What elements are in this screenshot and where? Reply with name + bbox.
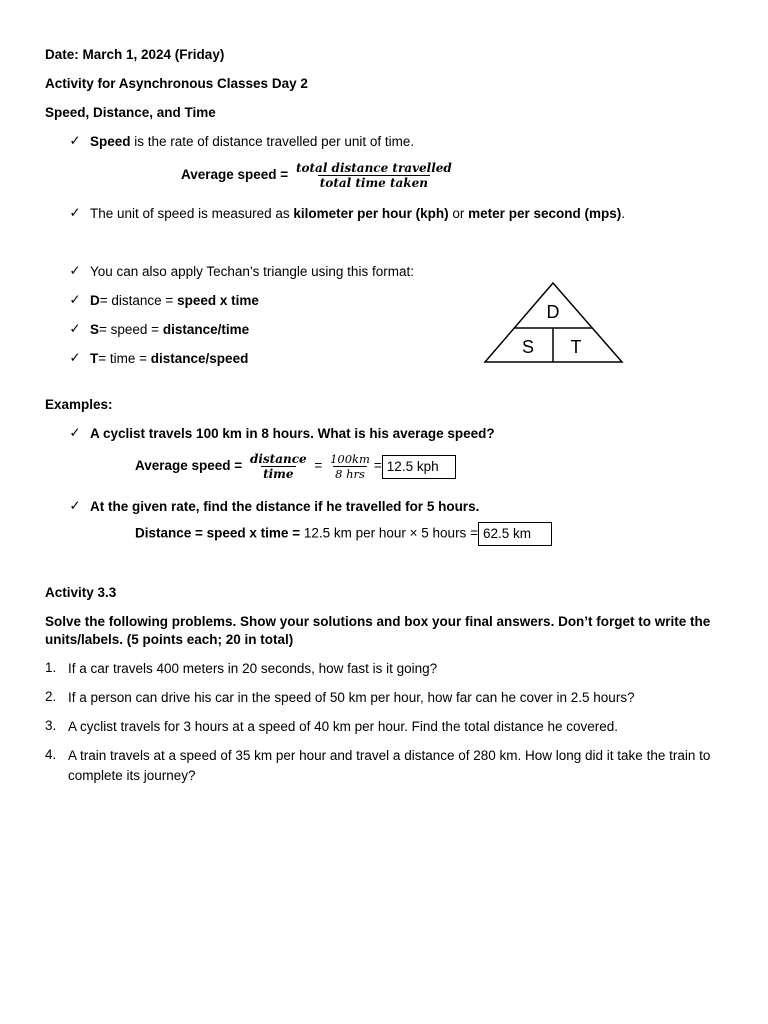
- bullet-speed-formula: [90, 321, 249, 339]
- ex1-numerator-2: 100km: [330, 452, 370, 466]
- time-expr: distance/speed: [150, 351, 249, 366]
- distance-expr: speed x time: [177, 293, 259, 308]
- ex1-fraction-2: [328, 452, 372, 481]
- topic-title: Speed, Distance, and Time: [45, 105, 216, 120]
- problem-4-text: A train travels at a speed of 35 km per hour and travel a distance of 280 km. How long did it take the train to complete its journey?: [68, 748, 711, 783]
- ex1-denominator: time: [263, 467, 294, 481]
- ex2-answer-box: 62.5 km: [478, 522, 552, 546]
- bullet-speed-units: [90, 205, 625, 223]
- problem-3-number: 3.: [45, 718, 57, 733]
- speed-letter: S: [90, 322, 100, 337]
- ex1-denominator-2: 8 hrs: [335, 467, 365, 481]
- activity-title: Activity for Asynchronous Classes Day 2: [45, 76, 308, 91]
- speed-term: Speed: [90, 134, 131, 149]
- problem-2-text: If a person can drive his car in the speed of 50 km per hour, how far can he cover in 2.5 hours?: [68, 690, 635, 705]
- techan-triangle-diagram: [480, 280, 628, 368]
- example-1-question: A cyclist travels 100 km in 8 hours. What is his average speed?: [90, 426, 495, 441]
- units-text-pre: The unit of speed is measured as: [90, 206, 294, 221]
- formula-numerator: total distance travelled: [295, 161, 452, 175]
- time-eq: = time =: [98, 351, 151, 366]
- examples-heading: Examples:: [45, 397, 113, 412]
- problem-3-text: A cyclist travels for 3 hours at a speed of 40 km per hour. Find the total distance he covered.: [68, 719, 619, 734]
- activity-heading: Activity 3.3: [45, 585, 117, 600]
- ex2-work: 12.5 km per hour × 5 hours =: [303, 525, 478, 541]
- triangle-label-d: D: [546, 302, 560, 322]
- checkmark-icon: ✓: [69, 205, 81, 220]
- checkmark-icon: ✓: [69, 350, 81, 365]
- activity-instructions-line-2: units/labels. (5 points each; 20 in total): [45, 632, 294, 647]
- example-2-solution: [135, 522, 552, 546]
- bullet-techan-triangle: You can also apply Techan’s triangle using this format:: [90, 264, 414, 279]
- bullet-speed-definition: [90, 133, 414, 151]
- checkmark-icon: ✓: [69, 292, 81, 307]
- triangle-label-s: S: [521, 337, 535, 357]
- formula-denominator: total time taken: [319, 176, 428, 190]
- distance-eq: = distance =: [99, 293, 178, 308]
- ex1-fraction-1: [248, 452, 309, 481]
- ex1-equals: =: [314, 458, 323, 474]
- problem-1-text: If a car travels 400 meters in 20 seconds, how fast is it going?: [68, 661, 438, 676]
- problem-4-number: 4.: [45, 747, 57, 762]
- units-text-end: .: [621, 206, 625, 221]
- units-text-or: or: [448, 206, 469, 221]
- formula-label: Average speed =: [181, 167, 289, 183]
- checkmark-icon: ✓: [69, 133, 81, 148]
- ex1-equals-2: =: [373, 458, 382, 474]
- date-line: Date: March 1, 2024 (Friday): [45, 47, 225, 62]
- activity-instructions-line-1: Solve the following problems. Show your solutions and box your final answers. Don’t forget to write the: [45, 614, 711, 629]
- checkmark-icon: ✓: [69, 425, 81, 440]
- ex2-label: Distance = speed x time =: [135, 525, 304, 541]
- checkmark-icon: ✓: [69, 263, 81, 278]
- units-kph: kilometer per hour (kph): [293, 206, 449, 221]
- formula-fraction: [294, 161, 454, 190]
- problem-2-number: 2.: [45, 689, 57, 704]
- time-letter: T: [90, 351, 99, 366]
- units-mps: meter per second (mps): [468, 206, 622, 221]
- ex1-numerator: distance: [249, 452, 307, 466]
- ex1-label: Average speed =: [135, 458, 243, 474]
- speed-expr: distance/time: [162, 322, 250, 337]
- bullet-time-formula: [90, 350, 248, 368]
- average-speed-formula: [181, 161, 456, 190]
- checkmark-icon: ✓: [69, 321, 81, 336]
- distance-letter: D: [90, 293, 100, 308]
- triangle-label-t: T: [570, 337, 582, 357]
- ex1-answer-box: 12.5 kph: [382, 455, 456, 479]
- checkmark-icon: ✓: [69, 498, 81, 513]
- speed-definition: is the rate of distance travelled per unit of time.: [130, 134, 415, 149]
- problem-1-number: 1.: [45, 660, 57, 675]
- example-1-solution: [135, 452, 456, 481]
- bullet-distance-formula: [90, 292, 259, 310]
- example-2-question: At the given rate, find the distance if he travelled for 5 hours.: [90, 499, 480, 514]
- speed-eq: = speed =: [99, 322, 163, 337]
